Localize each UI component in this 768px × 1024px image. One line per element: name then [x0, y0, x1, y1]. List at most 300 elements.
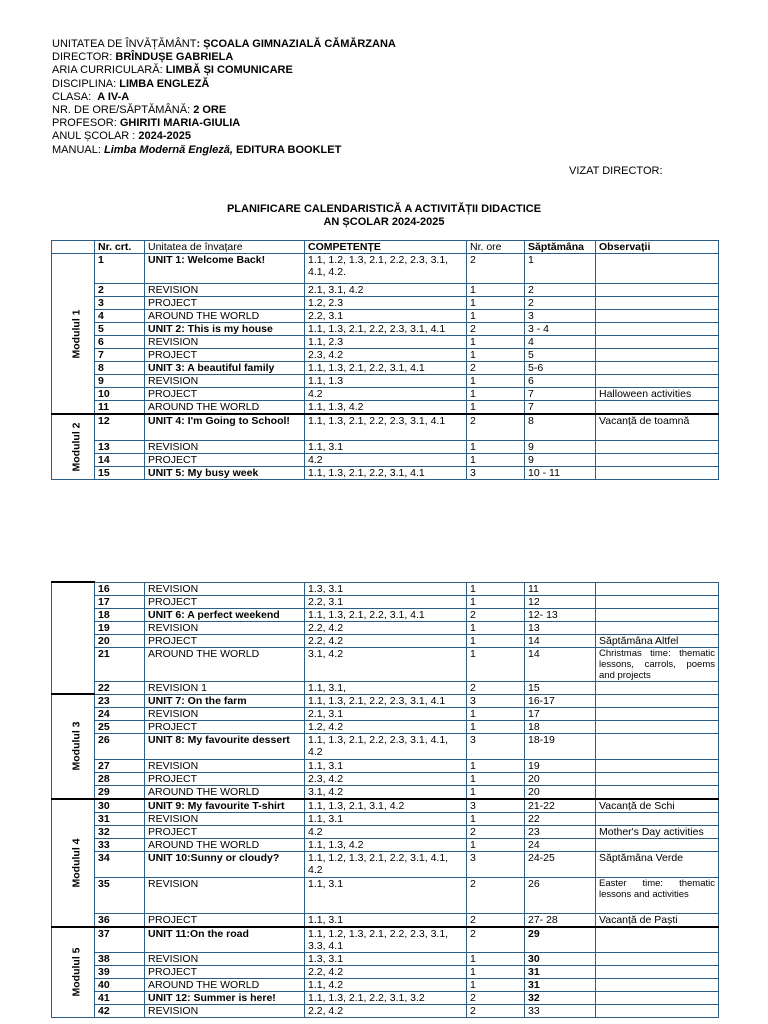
unit-cell: REVISION	[145, 284, 305, 297]
competencies-cell: 1.1, 1.2, 1.3, 2.1, 2.2, 2.3, 3.1, 4.1, 4.2.	[305, 254, 467, 284]
hours-cell: 2	[467, 254, 525, 284]
hours-cell: 2	[467, 362, 525, 375]
week-cell: 1	[525, 254, 596, 284]
week-cell: 14	[525, 634, 596, 647]
observations-cell	[596, 953, 719, 966]
week-cell: 23	[525, 825, 596, 838]
curriculum-area-line: ARIA CURRICULARĂ: LIMBĂ ȘI COMUNICARE	[52, 64, 293, 77]
unit-cell: AROUND THE WORLD	[145, 838, 305, 851]
week-cell: 18	[525, 720, 596, 733]
unit-cell: PROJECT	[145, 634, 305, 647]
hours-cell: 1	[467, 720, 525, 733]
module-label: Modulul 1	[70, 309, 83, 358]
table-row	[52, 336, 719, 349]
observations-cell	[596, 772, 719, 785]
observations-cell	[596, 336, 719, 349]
week-cell: 7	[525, 401, 596, 415]
week-cell: 24-25	[525, 851, 596, 877]
table-row	[52, 694, 719, 707]
unit-cell: REVISION	[145, 707, 305, 720]
competencies-cell: 1.1, 3.1,	[305, 681, 467, 694]
row-number: 12	[95, 414, 145, 440]
competencies-cell: 1.1, 1.3, 4.2	[305, 401, 467, 415]
row-number: 5	[95, 323, 145, 336]
module-label-cell	[52, 414, 95, 479]
row-number: 18	[95, 608, 145, 621]
table-row	[52, 785, 719, 799]
table-row	[52, 621, 719, 634]
unit-cell: PROJECT	[145, 388, 305, 401]
competencies-cell: 3.1, 4.2	[305, 647, 467, 681]
row-number: 35	[95, 877, 145, 913]
hours-cell: 1	[467, 953, 525, 966]
hours-cell: 1	[467, 284, 525, 297]
row-number: 30	[95, 799, 145, 813]
week-cell: 20	[525, 772, 596, 785]
table-row	[52, 681, 719, 694]
week-cell: 18-19	[525, 733, 596, 759]
row-number: 23	[95, 694, 145, 707]
hours-cell: 2	[467, 323, 525, 336]
observations-cell: Mother's Day activities	[596, 825, 719, 838]
week-cell: 20	[525, 785, 596, 799]
competencies-cell: 1.1, 1.3, 2.1, 2.2, 3.1, 4.1	[305, 466, 467, 479]
table-row	[52, 608, 719, 621]
table-row	[52, 979, 719, 992]
competencies-cell: 1.1, 1.3, 2.1, 2.2, 3.1, 3.2	[305, 992, 467, 1005]
observations-cell	[596, 733, 719, 759]
table-row	[52, 634, 719, 647]
hours-cell: 1	[467, 634, 525, 647]
school-line: UNITATEA DE ÎNVĂȚĂMÂNT: ȘCOALA GIMNAZIALĂ CĂMĂRZANA	[52, 38, 396, 50]
row-number: 32	[95, 825, 145, 838]
row-number: 37	[95, 927, 145, 953]
row-number: 38	[95, 953, 145, 966]
hours-cell: 1	[467, 582, 525, 595]
module-label-cell	[52, 694, 95, 799]
competencies-cell: 1.1, 1.3	[305, 375, 467, 388]
unit-cell: UNIT 6: A perfect weekend	[145, 608, 305, 621]
competencies-cell: 1.1, 4.2	[305, 979, 467, 992]
row-number: 36	[95, 913, 145, 927]
competencies-cell: 1.1, 1.3, 2.1, 2.2, 3.1, 4.1	[305, 608, 467, 621]
table-row	[52, 375, 719, 388]
unit-cell: AROUND THE WORLD	[145, 401, 305, 415]
observations-cell: Easter time: thematic lessons and activities	[596, 877, 719, 913]
unit-cell: REVISION	[145, 877, 305, 913]
competencies-cell: 2.2, 4.2	[305, 1005, 467, 1018]
unit-cell: PROJECT	[145, 349, 305, 362]
hours-cell: 2	[467, 992, 525, 1005]
discipline-line: DISCIPLINA: LIMBA ENGLEZĂ	[52, 77, 210, 90]
competencies-cell: 1.1, 1.3, 4.2	[305, 838, 467, 851]
week-cell: 11	[525, 582, 596, 595]
unit-cell: UNIT 7: On the farm	[145, 694, 305, 707]
hours-cell: 1	[467, 647, 525, 681]
unit-cell: AROUND THE WORLD	[145, 979, 305, 992]
unit-cell: UNIT 2: This is my house	[145, 323, 305, 336]
hours-cell: 1	[467, 838, 525, 851]
table-row	[52, 812, 719, 825]
row-number: 40	[95, 979, 145, 992]
hours-cell: 2	[467, 681, 525, 694]
observations-cell: Vacanță de Schi	[596, 799, 719, 813]
week-cell: 22	[525, 812, 596, 825]
table-row	[52, 733, 719, 759]
school-year-line: ANUL ȘCOLAR : 2024-2025	[52, 130, 192, 143]
observations-cell	[596, 927, 719, 953]
observations-cell	[596, 595, 719, 608]
table-row	[52, 1005, 719, 1018]
hours-cell: 1	[467, 401, 525, 415]
table-row	[52, 362, 719, 375]
row-number: 14	[95, 453, 145, 466]
observations-cell	[596, 1005, 719, 1018]
week-cell: 14	[525, 647, 596, 681]
hours-cell: 1	[467, 453, 525, 466]
week-cell: 6	[525, 375, 596, 388]
module-label-cell	[52, 927, 95, 1018]
module-label: Modulul 4	[70, 838, 83, 887]
hours-cell: 1	[467, 785, 525, 799]
week-cell: 7	[525, 388, 596, 401]
row-number: 21	[95, 647, 145, 681]
unit-cell: REVISION	[145, 336, 305, 349]
table-row	[52, 953, 719, 966]
week-cell: 30	[525, 953, 596, 966]
week-cell: 21-22	[525, 799, 596, 813]
competencies-cell: 1.1, 3.1	[305, 877, 467, 913]
table-row	[52, 349, 719, 362]
col-header-nr: Nr. crt.	[95, 241, 145, 254]
week-cell: 12- 13	[525, 608, 596, 621]
hours-cell: 1	[467, 621, 525, 634]
col-header-saptamana: Săptămâna	[525, 241, 596, 254]
row-number: 34	[95, 851, 145, 877]
week-cell: 12	[525, 595, 596, 608]
row-number: 13	[95, 440, 145, 453]
title-line-1: PLANIFICARE CALENDARISTICĂ A ACTIVITĂȚII DIDACTICE	[226, 203, 542, 215]
table-row	[52, 453, 719, 466]
competencies-cell: 2.1, 3.1	[305, 707, 467, 720]
row-number: 29	[95, 785, 145, 799]
module-label-cell	[52, 582, 95, 694]
competencies-cell: 2.2, 4.2	[305, 634, 467, 647]
competencies-cell: 1.1, 2.3	[305, 336, 467, 349]
row-number: 25	[95, 720, 145, 733]
unit-cell: UNIT 10:Sunny or cloudy?	[145, 851, 305, 877]
competencies-cell: 1.1, 1.3, 2.1, 2.2, 2.3, 3.1, 4.1	[305, 694, 467, 707]
week-cell: 10 - 11	[525, 466, 596, 479]
hours-cell: 1	[467, 759, 525, 772]
observations-cell	[596, 440, 719, 453]
hours-cell: 1	[467, 772, 525, 785]
row-number: 10	[95, 388, 145, 401]
table-row	[52, 799, 719, 813]
observations-cell	[596, 297, 719, 310]
module-label-cell	[52, 254, 95, 415]
manual-line: MANUAL: Limba Modernă Engleză, EDITURA BOOKLET	[52, 143, 342, 156]
planning-table-page-1	[51, 240, 719, 480]
observations-cell: Săptămâna Verde	[596, 851, 719, 877]
observations-cell	[596, 582, 719, 595]
competencies-cell: 1.1, 1.3, 2.1, 2.2, 2.3, 3.1, 4.1	[305, 414, 467, 440]
hours-cell: 1	[467, 375, 525, 388]
competencies-cell: 1.1, 1.3, 2.1, 2.2, 3.1, 4.1	[305, 362, 467, 375]
module-col-header	[52, 241, 95, 254]
hours-cell: 3	[467, 733, 525, 759]
row-number: 1	[95, 254, 145, 284]
unit-cell: UNIT 4: I'm Going to School!	[145, 414, 305, 440]
table-row	[52, 707, 719, 720]
observations-cell	[596, 453, 719, 466]
hours-cell: 2	[467, 1005, 525, 1018]
unit-cell: UNIT 1: Welcome Back!	[145, 254, 305, 284]
competencies-cell: 1.1, 1.3, 2.1, 2.2, 2.3, 3.1, 4.1	[305, 323, 467, 336]
hours-cell: 3	[467, 799, 525, 813]
week-cell: 3	[525, 310, 596, 323]
competencies-cell: 3.1, 4.2	[305, 785, 467, 799]
observations-cell: Vacanță de Paști	[596, 913, 719, 927]
week-cell: 2	[525, 284, 596, 297]
observations-cell: Christmas time: thematic lessons, carrols, poems and projects	[596, 647, 719, 681]
competencies-cell: 2.2, 4.2	[305, 621, 467, 634]
table-row	[52, 877, 719, 913]
observations-cell	[596, 812, 719, 825]
col-header-ore: Nr. ore	[467, 241, 525, 254]
module-label: Modulul 5	[70, 947, 83, 997]
observations-cell	[596, 992, 719, 1005]
competencies-cell: 4.2	[305, 388, 467, 401]
unit-cell: PROJECT	[145, 595, 305, 608]
competencies-cell: 2.3, 4.2	[305, 772, 467, 785]
table-row	[52, 440, 719, 453]
observations-cell	[596, 466, 719, 479]
week-cell: 27- 28	[525, 913, 596, 927]
module-label: Modulul 3	[70, 721, 83, 771]
table-row	[52, 759, 719, 772]
table-header-row	[52, 241, 719, 254]
hours-cell: 3	[467, 851, 525, 877]
competencies-cell: 1.3, 3.1	[305, 953, 467, 966]
table-row	[52, 595, 719, 608]
hours-cell: 3	[467, 466, 525, 479]
observations-cell	[596, 375, 719, 388]
hours-line: NR. DE ORE/SĂPTĂMÂNĂ: 2 ORE	[52, 104, 227, 117]
unit-cell: REVISION	[145, 812, 305, 825]
col-header-competente: COMPETENȚE	[305, 241, 467, 254]
col-header-observatii: Observații	[596, 241, 719, 254]
director-line: DIRECTOR: BRÎNDUȘE GABRIELA	[52, 51, 234, 64]
module-label: Modulul 2	[70, 422, 83, 472]
row-number: 4	[95, 310, 145, 323]
unit-cell: UNIT 8: My favourite dessert	[145, 733, 305, 759]
unit-cell: PROJECT	[145, 772, 305, 785]
competencies-cell: 4.2	[305, 825, 467, 838]
week-cell: 3 - 4	[525, 323, 596, 336]
unit-cell: PROJECT	[145, 825, 305, 838]
row-number: 31	[95, 812, 145, 825]
week-cell: 13	[525, 621, 596, 634]
unit-cell: AROUND THE WORLD	[145, 647, 305, 681]
unit-cell: AROUND THE WORLD	[145, 785, 305, 799]
week-cell: 32	[525, 992, 596, 1005]
unit-cell: REVISION 1	[145, 681, 305, 694]
hours-cell: 1	[467, 440, 525, 453]
competencies-cell: 4.2	[305, 453, 467, 466]
table-row	[52, 927, 719, 953]
competencies-cell: 1.1, 1.3, 2.1, 3.1, 4.2	[305, 799, 467, 813]
hours-cell: 1	[467, 707, 525, 720]
hours-cell: 2	[467, 414, 525, 440]
table-row	[52, 966, 719, 979]
table-row	[52, 310, 719, 323]
table-row	[52, 254, 719, 284]
competencies-cell: 1.1, 3.1	[305, 759, 467, 772]
document-title	[0, 203, 768, 228]
observations-cell	[596, 621, 719, 634]
unit-cell: UNIT 12: Summer is here!	[145, 992, 305, 1005]
observations-cell	[596, 401, 719, 415]
director-approval: VIZAT DIRECTOR:	[569, 165, 663, 177]
observations-cell	[596, 694, 719, 707]
competencies-cell: 2.1, 3.1, 4.2	[305, 284, 467, 297]
table-row	[52, 838, 719, 851]
hours-cell: 1	[467, 310, 525, 323]
observations-cell	[596, 254, 719, 284]
row-number: 33	[95, 838, 145, 851]
week-cell: 4	[525, 336, 596, 349]
week-cell: 8	[525, 414, 596, 440]
hours-cell: 1	[467, 595, 525, 608]
col-header-unit: Unitatea de învațare	[145, 241, 305, 254]
unit-cell: UNIT 3: A beautiful family	[145, 362, 305, 375]
unit-cell: REVISION	[145, 1005, 305, 1018]
hours-cell: 2	[467, 608, 525, 621]
competencies-cell: 1.1, 1.3, 2.1, 2.2, 2.3, 3.1, 4.1, 4.2	[305, 733, 467, 759]
unit-cell: PROJECT	[145, 453, 305, 466]
row-number: 22	[95, 681, 145, 694]
week-cell: 9	[525, 440, 596, 453]
table-row	[52, 388, 719, 401]
module-label-cell	[52, 799, 95, 927]
table-row	[52, 825, 719, 838]
hours-cell: 1	[467, 336, 525, 349]
competencies-cell: 1.1, 3.1	[305, 913, 467, 927]
week-cell: 9	[525, 453, 596, 466]
week-cell: 15	[525, 681, 596, 694]
unit-cell: REVISION	[145, 582, 305, 595]
row-number: 15	[95, 466, 145, 479]
observations-cell	[596, 310, 719, 323]
unit-cell: REVISION	[145, 759, 305, 772]
competencies-cell: 2.3, 4.2	[305, 349, 467, 362]
week-cell: 31	[525, 979, 596, 992]
hours-cell: 2	[467, 825, 525, 838]
observations-cell	[596, 979, 719, 992]
competencies-cell: 1.2, 4.2	[305, 720, 467, 733]
observations-cell	[596, 362, 719, 375]
week-cell: 33	[525, 1005, 596, 1018]
hours-cell: 2	[467, 927, 525, 953]
row-number: 7	[95, 349, 145, 362]
row-number: 9	[95, 375, 145, 388]
hours-cell: 2	[467, 913, 525, 927]
hours-cell: 3	[467, 694, 525, 707]
unit-cell: UNIT 5: My busy week	[145, 466, 305, 479]
hours-cell: 1	[467, 979, 525, 992]
table-row	[52, 647, 719, 681]
table-row	[52, 582, 719, 595]
week-cell: 24	[525, 838, 596, 851]
observations-cell	[596, 349, 719, 362]
unit-cell: UNIT 9: My favourite T-shirt	[145, 799, 305, 813]
row-number: 19	[95, 621, 145, 634]
observations-cell	[596, 785, 719, 799]
observations-cell: Vacanță de toamnă	[596, 414, 719, 440]
competencies-cell: 1.1, 3.1	[305, 812, 467, 825]
week-cell: 5-6	[525, 362, 596, 375]
row-number: 2	[95, 284, 145, 297]
observations-cell	[596, 284, 719, 297]
table-row	[52, 851, 719, 877]
planning-table-page-2	[51, 581, 719, 1018]
week-cell: 17	[525, 707, 596, 720]
competencies-cell: 1.2, 2.3	[305, 297, 467, 310]
observations-cell	[596, 323, 719, 336]
row-number: 41	[95, 992, 145, 1005]
row-number: 8	[95, 362, 145, 375]
table-row	[52, 297, 719, 310]
competencies-cell: 1.1, 3.1	[305, 440, 467, 453]
week-cell: 29	[525, 927, 596, 953]
observations-cell: Halloween activities	[596, 388, 719, 401]
observations-cell	[596, 681, 719, 694]
competencies-cell: 2.2, 4.2	[305, 966, 467, 979]
hours-cell: 1	[467, 812, 525, 825]
observations-cell	[596, 838, 719, 851]
unit-cell: REVISION	[145, 621, 305, 634]
row-number: 27	[95, 759, 145, 772]
title-line-2: AN ȘCOLAR 2024-2025	[323, 215, 445, 228]
row-number: 17	[95, 595, 145, 608]
row-number: 24	[95, 707, 145, 720]
observations-cell	[596, 608, 719, 621]
document-header	[52, 38, 396, 157]
week-cell: 5	[525, 349, 596, 362]
table-row	[52, 772, 719, 785]
observations-cell	[596, 707, 719, 720]
row-number: 20	[95, 634, 145, 647]
unit-cell: REVISION	[145, 953, 305, 966]
hours-cell: 1	[467, 388, 525, 401]
table-row	[52, 992, 719, 1005]
unit-cell: PROJECT	[145, 297, 305, 310]
hours-cell: 2	[467, 877, 525, 913]
row-number: 26	[95, 733, 145, 759]
competencies-cell: 2.2, 3.1	[305, 310, 467, 323]
competencies-cell: 1.3, 3.1	[305, 582, 467, 595]
class-line: CLASA: A IV-A	[52, 90, 130, 103]
table-row	[52, 284, 719, 297]
unit-cell: PROJECT	[145, 966, 305, 979]
unit-cell: REVISION	[145, 375, 305, 388]
teacher-line: PROFESOR: GHIRITI MARIA-GIULIA	[52, 117, 241, 130]
table-row	[52, 913, 719, 927]
observations-cell	[596, 966, 719, 979]
row-number: 39	[95, 966, 145, 979]
week-cell: 26	[525, 877, 596, 913]
